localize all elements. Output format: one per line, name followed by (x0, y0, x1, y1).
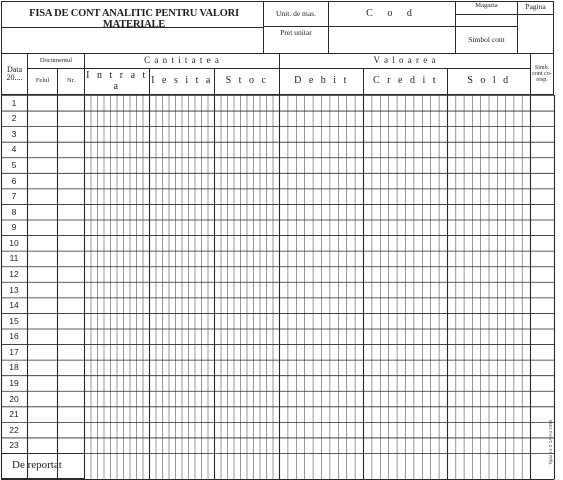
unit-price-field[interactable]: Pret unitar (263, 26, 329, 54)
row-number: 11 (9, 253, 19, 264)
print-code-text: Tipar 14-3-2A/A4 1995 (548, 419, 553, 465)
doc-type-header: Felul (27, 68, 58, 95)
unit-of-measure-field[interactable]: Unit. de mas. (263, 1, 329, 27)
row-number: 23 (9, 440, 19, 451)
row-number: 21 (9, 409, 19, 420)
document-group-header: Documentul (27, 53, 85, 69)
row-number: 2 (11, 113, 17, 124)
doc-number-header: Nr. (57, 68, 85, 95)
value-debit-header: D e b i t (279, 68, 364, 95)
date-column-header: Data 20.... (1, 53, 28, 95)
code-label: C o d (328, 1, 456, 27)
quantity-in-header: I n t r a t a (84, 68, 150, 95)
row-number: 9 (11, 222, 17, 233)
row-number: 10 (9, 237, 19, 248)
row-number: 19 (9, 377, 19, 388)
row-number: 20 (9, 393, 19, 404)
value-balance-header: S o l d (447, 68, 531, 95)
row-number: 15 (9, 315, 19, 326)
row-number: 3 (11, 128, 17, 139)
carry-forward-label: De reportat (1, 453, 85, 479)
row-number: 18 (9, 362, 19, 373)
row-number: 13 (9, 284, 19, 295)
form-title: FISA DE CONT ANALITIC PENTRU VALORI MATERIALE (1, 1, 264, 28)
row-number: 1 (11, 97, 17, 108)
account-symbol-field[interactable]: Simbol cont (455, 26, 518, 54)
row-number: 7 (11, 191, 17, 202)
warehouse-label: Magazia (455, 1, 518, 15)
row-number: 5 (11, 160, 17, 171)
row-number: 4 (11, 144, 17, 155)
quantity-stock-header: S t o c (214, 68, 280, 95)
corresponding-account-header: Simb. cont co- resp. (530, 53, 554, 95)
row-number: 14 (9, 300, 19, 311)
page-label: Pagina (517, 1, 554, 15)
row-number: 22 (9, 424, 19, 435)
quantity-group-header: C a n t i t a t e a (84, 53, 280, 69)
value-credit-header: C r e d i t (363, 68, 448, 95)
value-group-header: V a l o a r e a (279, 53, 531, 69)
quantity-out-header: I e s i t a (149, 68, 215, 95)
row-number: 6 (11, 175, 17, 186)
row-number: 8 (11, 206, 17, 217)
row-number: 16 (9, 331, 19, 342)
row-number: 12 (9, 268, 19, 279)
row-number: 17 (9, 346, 19, 357)
